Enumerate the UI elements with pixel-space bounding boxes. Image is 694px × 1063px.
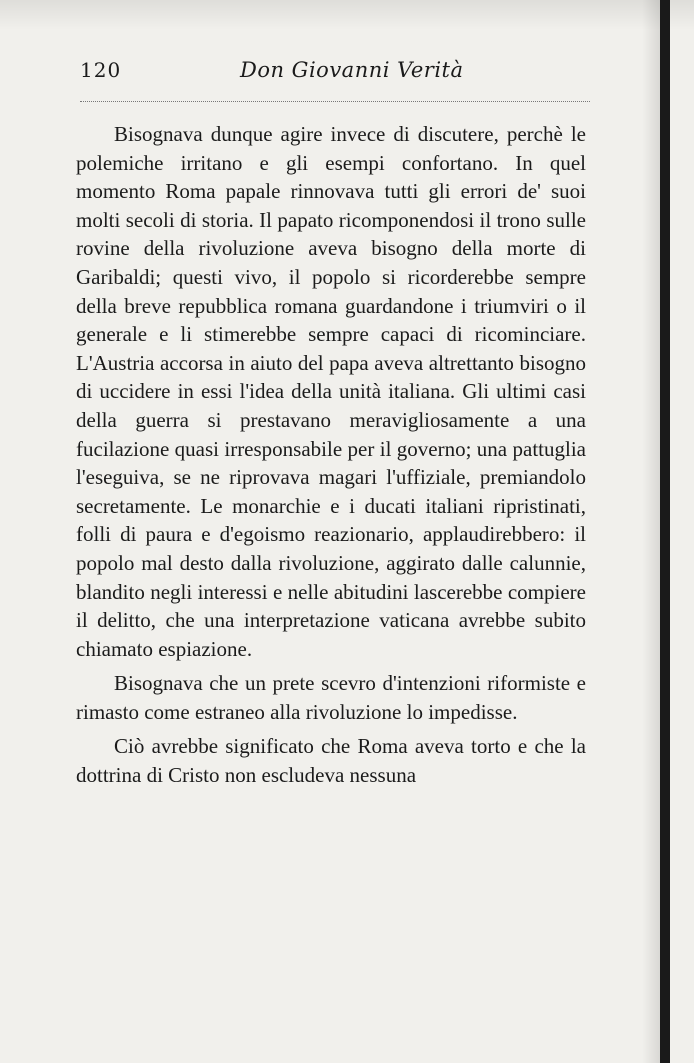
paragraph: Bisognava che un prete scevro d'intenzioni riformiste e rimasto come estraneo alla rivoluzione lo impedisse. <box>76 671 586 724</box>
page-number: 120 <box>80 58 122 82</box>
binding-edge <box>660 0 670 1063</box>
binding-shadow <box>642 0 660 1063</box>
body-text <box>76 120 586 796</box>
paragraph: Bisognava dunque agire invece di discutere, perchè le polemiche irritano e gli esempi confortano. In quel momento Roma papale rinnovava tutti gli errori de' suoi molti secoli di storia. Il papato ricomponendosi il trono sulle rovine della rivoluzione aveva bisogno della morte di Garibaldi; questi vivo, il popolo si ricorderebbe sempre della breve repubblica romana guardandone i triumviri o il generale e li stimerebbe sempre capaci di ricominciare. L'Austria accorsa in aiuto del papa aveva altrettanto bisogno di uccidere in essi l'idea della unità italiana. Gli ultimi casi della guerra si prestavano meravigliosamente a una fucilazione quasi irresponsabile per il governo; una pattuglia l'eseguiva, se ne riprovava magari l'uffiziale, premiandolo secretamente. Le monarchie e i ducati italiani ripristinati, folli di paura e d'egoismo reazionario, applaudirebbero: il popolo mal desto dalla rivoluzione, aggirato dalle calunnie, blandito negli interessi e nelle abitudini lascerebbe compiere il delitto, che una interpretazione vaticana avrebbe subito chiamato espiazione. <box>76 122 586 661</box>
page-top-shadow <box>0 0 694 30</box>
running-header <box>80 52 590 88</box>
running-title: Don Giovanni Verità <box>240 58 464 82</box>
header-rule <box>80 101 590 102</box>
paragraph: Ciò avrebbe significato che Roma aveva torto e che la dottrina di Cristo non escludeva nessuna <box>76 734 586 788</box>
